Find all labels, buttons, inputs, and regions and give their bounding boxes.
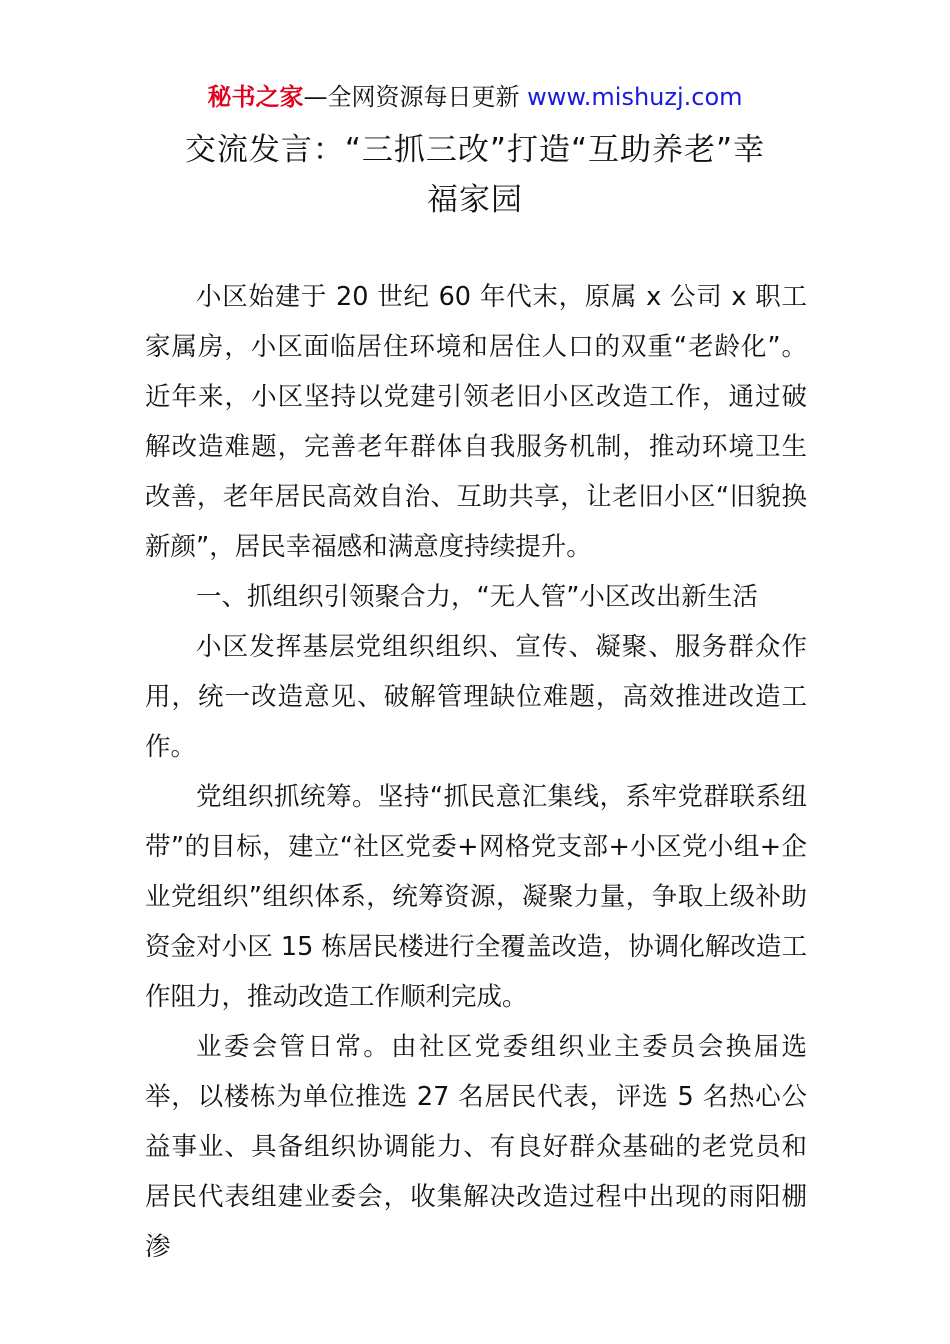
brand-name: 秘书之家 [207,83,304,111]
title-line-1: 交流发言：“三抓三改”打造“互助养老”幸 [184,132,766,168]
party-organization-paragraph: 党组织抓统筹。坚持“抓民意汇集线，系牢党群联系纽带”的目标，建立“社区党委+网格党支部+小区党小组+企业党组织”组织体系，统筹资源，凝聚力量，争取上级补助资金对小区 15 栋居民楼进行全覆盖改造，协调化解改造工作阻力，推动改造工作顺利完成。 [145,782,807,1012]
section-paragraph: 小区发挥基层党组织组织、宣传、凝聚、服务群众作用，统一改造意见、破解管理缺位难题，高效推进改造工作。 [145,632,807,762]
document-title [140,125,810,225]
intro-paragraph: 小区始建于 20 世纪 60 年代末，原属 x 公司 x 职工家属房，小区面临居住环境和居住人口的双重“老龄化”。近年来，小区坚持以党建引领老旧小区改造工作，通过破解改造难题，完善老年群体自我服务机制，推动环境卫生改善，老年居民高效自治、互助共享，让老旧小区“旧貌换新颜”，居民幸福感和满意度持续提升。 [145,282,807,562]
header-tagline: —全网资源每日更新 [303,83,528,111]
document-body [145,272,807,1272]
section-heading: 一、抓组织引领聚合力，“无人管”小区改出新生活 [196,582,758,612]
site-url-link[interactable]: www.mishuzj.com [527,83,743,111]
site-header [0,80,950,114]
committee-paragraph: 业委会管日常。由社区党委组织业主委员会换届选举，以楼栋为单位推选 27 名居民代表，评选 5 名热心公益事业、具备组织协调能力、有良好群众基础的老党员和居民代表组建业委会，收集解决改造过程中出现的雨阳棚渗 [145,1032,807,1262]
title-line-2: 福家园 [427,182,523,218]
